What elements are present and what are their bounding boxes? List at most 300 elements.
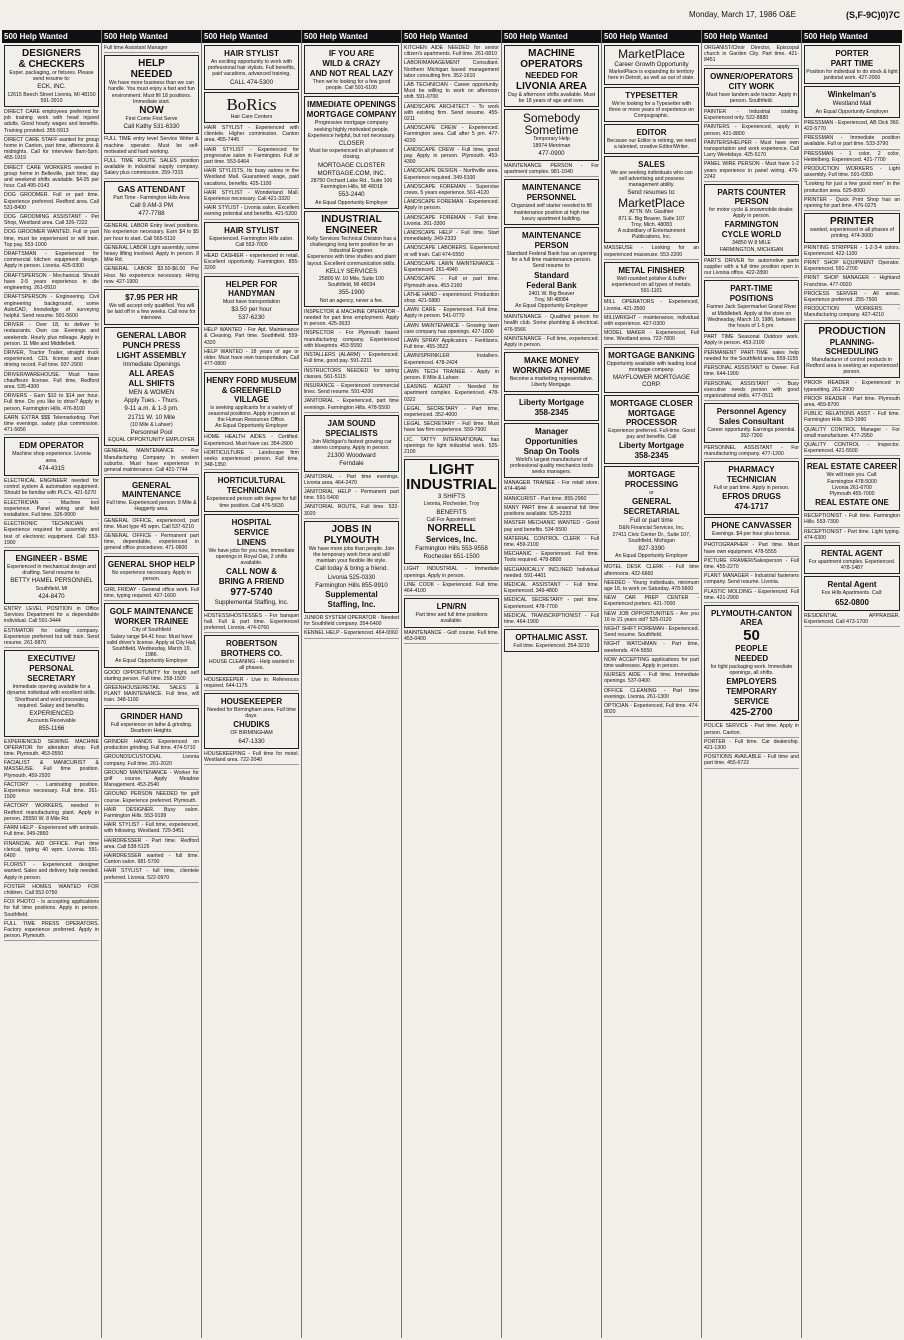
display-ad-line: Full or part time <box>630 517 673 525</box>
display-ad-line: OF BIRMINGHAM <box>230 730 273 737</box>
classified-ad: PRESSMAN - Immediate position available. Full or part time. 533-3790 <box>804 135 900 149</box>
display-ad <box>504 227 599 312</box>
classified-ad: JANITORIAL - Part time evenings. Livonia area. 464-2470 <box>304 474 399 488</box>
display-ad-line: Rental Agent <box>827 580 877 590</box>
display-ad-line: GOLF MAINTENANCE <box>109 607 194 617</box>
classified-ad: PAINTER - Industrial coating. Experienced only. 522-8880 <box>704 109 799 123</box>
display-ad-line: TEMPORARY <box>726 687 777 697</box>
classified-ad: NOW ACCEPTING applications for part time waitresses. Apply in person. <box>604 657 699 671</box>
display-ad-line: NEEDED <box>130 69 173 81</box>
display-ad-line: MarketPlace <box>618 196 685 211</box>
display-ad-line: Snap On Tools <box>523 446 580 456</box>
display-ad-line: No experience necessary. Apply in person. <box>111 569 192 582</box>
classified-ad: PROOF READER - Part time. Plymouth area. 459-8700 <box>804 396 900 410</box>
classified-ad: DRIVER/WAREHOUSE. Must have chauffeurs license. Full time, Redford area. 535-4300 <box>4 372 99 393</box>
display-ad-line: NORRELL <box>427 522 476 534</box>
classified-ad: PUBLIC RELATIONS ASST - Full time. Farmington Hills. 553-1990 <box>804 411 900 425</box>
display-ad-line: PERSONNEL <box>526 193 577 203</box>
display-ad-line: An Equal Opportunity Employer <box>515 303 588 310</box>
display-ad-line: CYCLE WORLD <box>721 230 782 240</box>
display-ad-line: LIGHT <box>429 461 474 479</box>
display-ad-line: 474-4315 <box>38 464 65 472</box>
display-ad-line: 358-2345 <box>634 450 669 460</box>
display-ad-line: Personnel Pool <box>130 428 173 436</box>
display-ad-line: Must have transportation <box>222 298 281 305</box>
display-ad-line: We're looking for a Typesetter with three or more years of experience on Compugraphic. <box>608 100 695 120</box>
display-ad <box>4 45 99 107</box>
display-ad-line: 871 E. Big Beaver, Suite 107 <box>618 215 685 222</box>
classified-ad: LAWN/SPRINKLER Installers. Experienced. 478-2424 <box>404 353 499 367</box>
display-ad-line: LPN/RN <box>436 602 467 612</box>
display-ad-line: Part time and full time positions available. <box>415 612 488 625</box>
classified-ad: MEDICAL TRANSCRIPTIONIST - Full time. 464-1900 <box>504 613 599 627</box>
display-ad-line: 855-1166 <box>38 725 65 733</box>
display-ad-line: METAL FINISHER <box>618 265 685 275</box>
column-heading: 500 Help Wanted <box>402 30 501 43</box>
classified-ad: DRAFTSPERSON - Mechanical. Should have 2-5 years experience in die engineering. 261-0910 <box>4 273 99 294</box>
classified-ad: MANICURIST - Part time. 855-2960 <box>504 496 599 504</box>
display-ad-line: Livonia, Rochester, Troy <box>423 501 480 508</box>
display-ad-line: WILD & CRAZY <box>322 59 381 68</box>
display-ad-line: MAYFLOWER MORTGAGE CORP. <box>612 374 691 389</box>
display-ad-line: Rochester 651-1500 <box>423 553 480 561</box>
column-heading: 500 Help Wanted <box>202 30 301 43</box>
classified-ad: LAWN TECH TRAINEE - Apply in person. 8 Mile & Lahser. <box>404 369 499 383</box>
page-code: (S,F-9C)0)7C <box>845 10 900 20</box>
display-ad-line: 477-7788 <box>138 210 165 218</box>
display-ad-line: ATTN: Mr. Gauthier <box>629 209 674 216</box>
classified-ad: INSTRUCTORS NEEDED for spring classes. 561-5115 <box>304 368 399 382</box>
classified-ad: MECHANIC - Experienced. Full time. Tools required. 478-8800 <box>504 551 599 565</box>
display-ad <box>604 395 699 464</box>
classified-ad: LIGHT INDUSTRIAL - Immediate openings. Apply in person. <box>404 566 499 580</box>
display-ad-line: Liberty Mortgage <box>619 440 684 450</box>
display-ad-line: Farmington Hills, MI 48018 <box>320 184 383 191</box>
classified-ad: INSURANCE - Experienced commercial lines. Send resume. 591-4200 <box>304 383 399 397</box>
classified-ad: HAIR STYLIST - Experienced with clientele. Higher commission. Canton area. 455-7445 <box>204 125 299 146</box>
classified-ad: DIRECT CARE STAFF wanted for group home in Canton, part time, afternoons & midnights. Call for interview 8am-5pm. 455-1919 <box>4 137 99 164</box>
display-ad <box>204 472 299 511</box>
display-ad-line: PUNCH PRESS <box>122 340 181 350</box>
display-ad <box>704 517 799 540</box>
display-ad-line: EDM OPERATOR <box>19 441 84 451</box>
classified-ad: LANDSCAPE CREW - Experienced. Farmington area. Call after 5 pm. 477-4220 <box>404 125 499 146</box>
classified-ad: HAIR STYLIST - Wonderland Mall. Experience necessary. Call 421-3320 <box>204 190 299 204</box>
display-ad <box>104 289 199 325</box>
display-ad-line: Supplemental <box>325 589 378 599</box>
classified-ad: INSTALLERS (ALARM) - Experienced. Full time, good pay. 591-2211 <box>304 352 399 366</box>
classified-ad: LANDSCAPE - Full or part time. Plymouth area. 453-2160 <box>404 276 499 290</box>
display-ad <box>704 68 799 107</box>
classified-ad: PRESSMAN - 1 color, 2 color, Heidelberg. Experienced. 421-7700 <box>804 151 900 165</box>
classified-ad: ENTRY LEVEL POSITION in Office Services Department for a dependable individual. Call 591-3444 <box>4 606 99 627</box>
display-ad-line: Opportunities <box>525 436 578 446</box>
classified-ad: LANDSCAPE LABORERS. Experienced or will train. Call 474-5550 <box>404 245 499 259</box>
classified-ad: LANDSCAPE HELP - Full time. Start immediately. 349-2333 <box>404 230 499 244</box>
display-ad-line: DESIGNERS <box>22 48 81 59</box>
display-ad-line: HOSPITAL <box>231 517 272 527</box>
display-ad <box>804 213 900 242</box>
display-ad <box>604 466 699 562</box>
classified-ad: DRIVER - Over 18, to deliver to restaurants. Own car. Evenings and weekends. Hourly plus mileage. Apply in person. 11 Mile and Middlebelt. <box>4 322 99 349</box>
classified-ad: PLASTIC MOLDING - Experienced. Full time. 421-2900 <box>704 589 799 603</box>
display-ad-line: MORTGAGE BANKING <box>608 350 695 360</box>
classified-ad: PANEL WIRE PERSON - Must have 1-2 years experience in panel wiring. 476-2242 <box>704 161 799 182</box>
display-ad-line: SERVICE <box>234 527 269 537</box>
column-3 <box>202 30 302 1338</box>
display-ad-line: BROTHERS CO. <box>220 649 283 659</box>
display-ad <box>204 372 299 433</box>
classified-ad: PRINT SHOP MANAGER - Highland Franchise. 477-0920 <box>804 275 900 289</box>
display-ad-line: Exper. packaging, or fixtures. Please send resume to: <box>9 70 94 83</box>
display-ad-line: An Equal Opportunity Employer <box>315 199 388 206</box>
display-ad <box>604 45 699 85</box>
classified-ad: HAIRDRESSER wanted - full time. Canton salon. 981-5700 <box>104 853 199 867</box>
display-ad-line: WORKING AT HOME <box>512 366 591 376</box>
display-ad <box>204 276 299 326</box>
display-ad-line: 474-1717 <box>734 502 769 512</box>
classified-ad: PRESSMAN - Experienced, AB Dick 360. 422-5770 <box>804 120 900 134</box>
display-ad-line: First Come First Serve <box>125 116 178 123</box>
classified-ad: "Looking for just a few good men" in the production area. 525-8000 <box>804 181 900 195</box>
display-ad <box>204 635 299 674</box>
display-ad-line: An Equal Opportunity Employer <box>215 423 288 430</box>
display-ad-line: OPTHALMIC ASST. <box>515 633 588 643</box>
display-ad-line: Services, Inc. <box>425 534 478 544</box>
display-ad-line: TECHNICIAN <box>226 486 277 496</box>
display-ad-line: Experienced in mechanical design and drafting. Send resume to: <box>7 564 96 577</box>
display-ad <box>804 458 900 511</box>
display-ad-line: An Equal Opportunity Employer <box>115 658 188 665</box>
display-ad <box>304 415 399 472</box>
display-ad-line: Southfield, MI <box>35 585 68 592</box>
classified-ad: KENNEL HELP - Experienced. 464-0060 <box>304 630 399 638</box>
classified-ad: JANITORIAL HELP - Permanent part time. 591-5400 <box>304 489 399 503</box>
display-ad <box>104 603 199 667</box>
classified-ad: ESTIMATOR for ceiling company. Experience preferred but will train. Send resume. 261-5870 <box>4 628 99 649</box>
display-ad <box>404 598 499 627</box>
display-ad-line: Become a marketing representative. Liberty Mortgage. <box>509 376 594 389</box>
classified-ad: NURSES AIDE - Full time. Immediate openings. 537-0400 <box>604 672 699 686</box>
display-ad-line: Must have tandem axle tractor. Apply in person. Southfield. <box>706 91 797 104</box>
display-ad-line: Machine shop experience. Livonia area. <box>12 451 91 464</box>
classified-ad: OPTICIAN - Experienced, Full time. 474-8020 <box>604 703 699 717</box>
column-8 <box>702 30 802 1338</box>
classified-ad: FACTORY WORKERS, needed in Redford manufacturing plant. Apply in person. 25550 W. 8 Mile Rd. <box>4 803 99 824</box>
display-ad-line: Federal Bank <box>526 280 577 290</box>
column-2 <box>102 30 202 1338</box>
display-ad-line: TECHNICIAN <box>726 474 777 484</box>
display-ad-line: PARTS COUNTER PERSON <box>717 188 786 207</box>
display-ad-line: PERSONAL <box>29 664 74 674</box>
classified-ad: JUNIOR SYSTEM OPERATOR - Needed for Southfield company. 354-6400 <box>304 615 399 629</box>
display-ad-line: IMMEDIATE OPENINGS <box>307 100 396 110</box>
display-ad-line: PROCESSING <box>624 479 679 489</box>
display-ad-line: BoRics <box>226 94 277 114</box>
display-ad <box>504 423 599 479</box>
classified-ad: GENERAL OFFICE - Permanent part time, dependable, experienced in general office procedures. 471-0600 <box>104 533 199 554</box>
display-ad <box>804 576 900 610</box>
classified-ad: POSITIONS AVAILABLE - Full time and part time. 455-6722 <box>704 754 799 768</box>
display-ad-line: 28750 Orchard Lake Rd., Suite 106 <box>310 178 393 185</box>
display-ad-line: MAINTENANCE <box>521 231 582 241</box>
column-4 <box>302 30 402 1338</box>
display-ad-line: Organized self starter needed to fill maintenance position at high rise luxury apartment building. <box>511 203 592 222</box>
display-ad-line: An Equal Opportunity Employer <box>815 108 889 115</box>
classified-ad: PRINTER - Quick Print Shop has an opening for part time. 476-0275 <box>804 197 900 211</box>
classified-ad: LIC. TATTY INTERNATIONAL has openings for light industrial work. 525-2100 <box>404 437 499 458</box>
classified-ad: OFFICE CLEANING - Part time evenings. Livonia. 261-1300 <box>604 688 699 702</box>
display-ad-line: Farmington Hills 855-9910 <box>315 581 388 589</box>
classified-ad: PORTER - Full time. Car dealership. 421-1300 <box>704 739 799 753</box>
display-ad-line: MORTGAGE CLOSTER <box>318 161 385 169</box>
classified-ad: PROCESS SERVER - All areas. Experience preferred. 255-7500 <box>804 291 900 305</box>
display-ad <box>704 184 799 256</box>
classified-ad: PROOF READER - Experienced in typesetting. 261-2900 <box>804 380 900 394</box>
display-ad-line: Then we're looking for a few good people. Call 591-6100 <box>312 79 391 92</box>
display-ad <box>504 352 599 391</box>
display-ad-line: PORTER <box>835 49 869 58</box>
display-ad <box>504 45 599 107</box>
classified-ad: HOME HEALTH AIDES - Certified. Experienced. Must have car. 354-2900 <box>204 434 299 448</box>
classified-ad: PERSONAL ASSISTANT to Owner. Full time. 644-1900 <box>704 365 799 379</box>
classified-ad: GROUND MAINTENANCE - Worker for golf course. Apply Meadow Management. 453-2540 <box>104 770 199 791</box>
display-ad-line: 21300 Woodward <box>327 452 376 460</box>
display-ad-line: (10 Mile & Lahser) <box>130 421 173 428</box>
classified-ad: MEDICAL SECRETARY - part time. Experienced. 478-7700 <box>504 597 599 611</box>
classified-ad: FINANCIAL AID OFFICE. Part time clerical, typing 40 wpm. Livonia. 591-6400 <box>4 841 99 862</box>
display-ad-line: D&N Financial Services, Inc. <box>618 525 685 532</box>
classified-ad: GROUND PERSON NEEDED for golf course. Experience preferred. Plymouth. <box>104 791 199 805</box>
classified-ad: GOOD OPPORTUNITY for bright, self starting person. Full time. 258-1500 <box>104 670 199 684</box>
classified-ad: DOG GROOMER WANTED. Full or part time, must be experienced or will train. Top pay. 553-1000 <box>4 229 99 250</box>
display-ad-line: CALL 474-5300 <box>229 78 274 86</box>
classified-ad: FULL TIME ROUTE SALES position available in industrial supply company. Salary plus commission. 259-7315 <box>104 158 199 179</box>
display-ad-line: Fox Hills Apartments. Call: <box>821 590 883 597</box>
display-ad-line: 355-1900 <box>338 289 365 297</box>
display-ad-line: PLYMOUTH-CANTON AREA <box>711 608 792 627</box>
display-ad-line: POSITIONS <box>729 294 774 304</box>
display-ad <box>204 693 299 749</box>
display-ad-line: HORTICULTURAL <box>217 476 286 486</box>
display-ad-line: EDITOR <box>636 128 667 138</box>
display-ad <box>704 461 799 515</box>
display-ad-line: NEEDED <box>734 653 769 663</box>
classified-ad: MAINTENANCE - Full time, experienced. Apply in person. <box>504 336 599 350</box>
display-ad-line: Hair Care Centers <box>230 113 273 120</box>
classified-ad: POLICE SERVICE - Part time. Apply in person. Canton. <box>704 723 799 737</box>
display-ad-line: FARMINGTON <box>724 220 779 230</box>
display-ad <box>604 262 699 298</box>
display-ad-line: MarketPlace is expanding its territory here in Detroit, as well as out of state. <box>608 69 695 82</box>
display-ad-line: Needed for Birmingham area. Full time days. <box>206 706 297 720</box>
display-ad-line: Experienced person with degree for full time position. Call 476-5630 <box>206 496 297 509</box>
display-ad-line: SERVICE <box>734 697 769 707</box>
display-ad-line: Well rounded polisher & buffer experienced on all types of metals. 591-1101 <box>611 275 692 295</box>
classified-ad: DOG GROOMING ASSISTANT - Pet Shop, Westland area. Call 326-7222 <box>4 214 99 228</box>
display-ad-line: PART TIME <box>830 59 874 68</box>
display-ad-line: MAINTENANCE <box>521 183 582 193</box>
display-ad-line: ENGINEER - BSME <box>15 554 88 563</box>
column-heading: 500 Help Wanted <box>602 30 701 43</box>
display-ad-line: REAL ESTATE ONE <box>815 498 889 508</box>
classified-ad: LINE COOK - Experienced. Full time. 464-4100 <box>404 582 499 596</box>
classified-ad: HOSTESS/HOSTESSES - For banquet hall. Full & part time. Experienced preferred. Livonia. 474-0760 <box>204 613 299 634</box>
page-header <box>0 0 904 30</box>
classified-ad: DRAFTSMAN - Experienced for commercial kitchen equipment design. Apply in person. Livonia. 425-0300 <box>4 251 99 272</box>
display-ad-line: World's largest manufacturer of professional quality mechanics tools seeks managers. <box>509 456 594 476</box>
classified-ad: KITCHEN AIDE NEEDED for senior citizen's apartments. Full time. 261-0810 <box>404 45 499 59</box>
display-ad-line: HENRY FORD MUSEUM <box>206 375 297 385</box>
display-ad <box>804 323 900 379</box>
display-ad-line: AND NOT REAL LAZY <box>309 69 394 78</box>
classified-ad: EARN EXTRA $$$ Telemarketing. Part time evenings, salary plus commission. 471-5656 <box>4 415 99 436</box>
classified-ad: NEW CAR PREP CENTER - Experienced porters. 421-7000 <box>604 595 699 609</box>
classified-ad: LABOR/MANAGEMENT Consultant. Northern Michigan based management labor consulting firm. 352-1610 <box>404 60 499 81</box>
classified-ad: INSPECTOR & MACHINE OPERATOR - needed for part time employment. Apply in person. 425-3633 <box>304 309 399 330</box>
classified-ad: LAWN CARE - Experienced. Full time. Apply in person. 541-0770 <box>404 307 499 321</box>
display-ad-line: RENTAL AGENT <box>821 548 883 558</box>
display-ad-line: IF YOU ARE <box>328 49 375 58</box>
display-ad-line: City of Southfield <box>131 627 172 634</box>
display-ad <box>404 459 499 564</box>
classified-ad: RECEPTIONIST - Full time. Farmington Hills. 553-7300 <box>804 513 900 527</box>
display-ad-line: MORTGAGE PROCESSOR <box>625 408 678 427</box>
display-ad <box>104 477 199 515</box>
display-ad-line: MAKE MONEY <box>523 356 580 366</box>
display-ad-line: SALES <box>638 159 665 169</box>
display-ad-line: Manufacturer of control products in Redford area is seeking an experienced person. <box>806 356 898 376</box>
display-ad-line: 34850 W 8 MILE <box>732 240 771 247</box>
classified-ad: HELP WANTED - 18 years of age or older. Must have own transportation. Call 477-0800 <box>204 349 299 370</box>
display-ad-line: Not an agency, never a fee. <box>319 297 384 304</box>
classified-ad: INSPECTOR - For Plymouth based manufacturing company. Experienced with blueprints. 453-5550 <box>304 330 399 351</box>
display-ad-line: Opportunity available with leading local mortgage company. <box>606 360 697 373</box>
classified-ad: MILL OPERATORS - Experienced, Livonia. 421-3500 <box>604 299 699 313</box>
classified-ad: MECHANICALLY INCLINED Individual needed. 591-4401 <box>504 567 599 581</box>
classified-ad: RECEPTIONIST - Part time. Light typing. 474-6300 <box>804 529 900 543</box>
classified-ad: GENERAL LABOR Entry level positions. No experience necessary. Earn $4 to $5 per hour to start. Call 565-5110 <box>104 223 199 244</box>
display-ad-line: Join Michigan's fastest growing car stereo company. Apply in person. <box>311 438 392 451</box>
classified-ad: ELECTRICAL ENGINEER needed for control system & automation equipment. Should be familiar with PLC's. 421-5270 <box>4 478 99 499</box>
display-ad-line: 652-0800 <box>835 597 869 607</box>
display-ad-line: CALL NOW & <box>226 567 277 577</box>
display-ad-line: PLANNING-SCHEDULING <box>825 337 879 356</box>
display-ad <box>604 347 699 393</box>
classified-ad: MASSEUSE - Looking for an experienced masseuse. 553-2200 <box>604 245 699 259</box>
display-ad-line: NOW <box>139 105 164 117</box>
classified-ad: ORGANIST/Choir Director, Episcopal church in Garden City. Part time. 421-8451 <box>704 45 799 66</box>
display-ad-line: Farmington Hills 553-9558 <box>415 544 488 552</box>
display-ad-line: Troy, Mich. 48083 <box>631 221 672 228</box>
column-9 <box>802 30 902 1338</box>
display-ad-line: LINENS <box>236 537 267 547</box>
classified-ad: GREENHOUSE/RETAIL SALES & PLANT MAINTENANCE. Full time, will train. 348-1100 <box>104 685 199 706</box>
display-ad-line: Career opportunity. Earnings potential. 352-7300 <box>707 427 796 440</box>
classified-ad: QUALITY CONTROL Manager - For small manufacturer. 477-2950 <box>804 427 900 441</box>
classified-ad: GROUNDS/CUSTODIAL Livonia company. Full time. 261-2020 <box>104 754 199 768</box>
display-ad <box>4 550 99 604</box>
classified-ad: PRINTING STRIPPER - 1-2-3-4 colors. Experienced. 422-1100 <box>804 245 900 259</box>
display-ad-line: 9-11 a.m. & 1-3 pm. <box>124 405 179 413</box>
display-ad-line: Apply Tues. - Thurs. <box>123 397 180 405</box>
display-ad-line: Staffing, Inc. <box>327 599 376 609</box>
column-heading: 500 Help Wanted <box>302 30 401 43</box>
classified-ad: LEGAL SECRETARY - Part time, experienced. 352-4000 <box>404 406 499 420</box>
display-ad <box>204 222 299 251</box>
display-ad <box>104 708 199 737</box>
column-heading: 500 Help Wanted <box>802 30 902 43</box>
display-ad <box>704 280 799 332</box>
display-ad-line: MEN & WOMEN <box>128 388 175 396</box>
classified-ad: GENERAL MAINTENANCE - For Manufacturing Company in western suburbs. Must have experience in general maintenance. Call 421-7744 <box>104 448 199 475</box>
display-ad-line: 2401 W. Big Beaver <box>528 290 575 297</box>
classified-ad: NIGHT SHIFT FOREMAN - Experienced. Send resume. Southfield. <box>604 626 699 640</box>
display-ad-line: CHUDIKS <box>233 720 270 730</box>
classified-ad: HOUSEKEEPING - Full time for motel. Westland area. 722-2040 <box>204 751 299 765</box>
classified-ad: PAINTERS - Experienced, apply in person. 421-8800 <box>704 124 799 138</box>
display-ad-line: Send resumes to: <box>627 189 676 197</box>
classified-ad: MILLWRIGHT - maintenance, individual with experience. 427-0300 <box>604 315 699 329</box>
classified-ad: LANDSCAPE CREW - Full time, good pay. Apply in person. Plymouth. 453-4300 <box>404 147 499 168</box>
display-ad-line: Liberty Mortgage <box>519 397 584 407</box>
display-ad-line: EXPERIENCED <box>29 710 74 718</box>
classified-ad: ELECTRONIC TECHNICIAN - Experience required for assembly and test of electronic equipment. Call 553-1900 <box>4 521 99 548</box>
page-date: Monday, March 17, 1986 O&E <box>688 10 796 19</box>
display-ad-line: Experience preferred. Full-time. Good pay and benefits. Call <box>608 427 695 440</box>
classified-ad: LATHE HAND - experienced. Production shop. 421-5880 <box>404 292 499 306</box>
display-ad-line: EXECUTIVE/ <box>27 654 76 664</box>
display-ad-line: ALL SHIFTS <box>128 378 175 388</box>
classified-ad: DIRECT CARE WORKERS needed in group home in Belleville, part time, day and weekend shifts available. $4.05 per hour. Call 495-0143 <box>4 165 99 192</box>
classified-ad: DOG GROOMER. Full or part time. Experience preferred. Redford area. Call 531-8400 <box>4 192 99 213</box>
display-ad-line: 553-2440 <box>338 191 365 199</box>
classified-ad: FOSTER HOMES WANTED FOR children. Call 552-0750 <box>4 884 99 898</box>
display-ad-line: 25800 W. 10 Mile, Suite 100 <box>319 276 384 283</box>
classified-ad: MAINTENANCE PERSON - For apartment complex. 981-1040 <box>504 163 599 177</box>
classified-ad: PERSONAL ASSISTANT - Busy executive needs person with good organizational skills. 477-0511 <box>704 381 799 402</box>
display-ad-line: Standard Federal Bank has an opening for a full time maintenance person. <box>506 251 597 264</box>
display-ad-line: BETTY HAMEL PERSONNEL <box>10 577 93 585</box>
display-ad-line: GENERAL MAINTENANCE <box>121 481 182 500</box>
display-ad-line: TYPESETTER <box>625 90 678 100</box>
display-ad-line: PRODUCTION <box>818 325 886 337</box>
column-1 <box>2 30 102 1338</box>
display-ad-line: GENERAL SHOP HELP <box>107 559 196 569</box>
display-ad-line: PERSON <box>534 241 569 251</box>
display-ad-line: MarketPlace <box>618 47 685 61</box>
display-ad-line: We have jobs for you now, immediate openings in Royal Oak, 2 shifts available. <box>208 547 295 567</box>
classified-ad: HAIR STYLIST - Full time, experienced, with following. Westland. 729-3451 <box>104 822 199 836</box>
classified-ad: PARTS DRIVER for automotive parts supplier with a full time position open in our Livonia office. 422-2890 <box>704 258 799 279</box>
display-ad-line: Position for individual to do stock & light janitorial work. 427-2000 <box>806 69 898 82</box>
display-ad-line: 647-1330 <box>238 737 265 745</box>
classified-ad: LANDSCAPE FOREMAN - Supervise crews. 5 years experience. 561-4120 <box>404 184 499 198</box>
display-ad-line: Full or part time. Apply in person. <box>713 484 790 491</box>
classified-ad: PLANT MANAGER - Industrial fasteners company. Send resume. Livonia. <box>704 573 799 587</box>
display-ad-line: Farmer Jack Supermarket Grand River at Middlebelt. Apply at the store on Wednesday, March 19, 1986, between the hours of 1-5 pm. <box>706 304 797 330</box>
display-ad-line: 21711 W. 10 Mile <box>127 413 176 421</box>
display-ad-line: $3.50 per hour <box>231 305 272 313</box>
display-ad <box>204 514 299 611</box>
display-ad-line: Immediate Openings <box>122 360 181 368</box>
display-ad-line: Experience with time studies and plant layout. Excellent communication skills. <box>307 254 396 267</box>
display-ad-line: GAS ATTENDANT <box>117 184 186 194</box>
display-ad-line: EFROS DRUGS <box>722 492 781 502</box>
display-ad-line: Troy, MI 48084 <box>534 296 569 303</box>
display-ad-line: SPECIALISTS <box>325 428 378 438</box>
column-5 <box>402 30 502 1338</box>
